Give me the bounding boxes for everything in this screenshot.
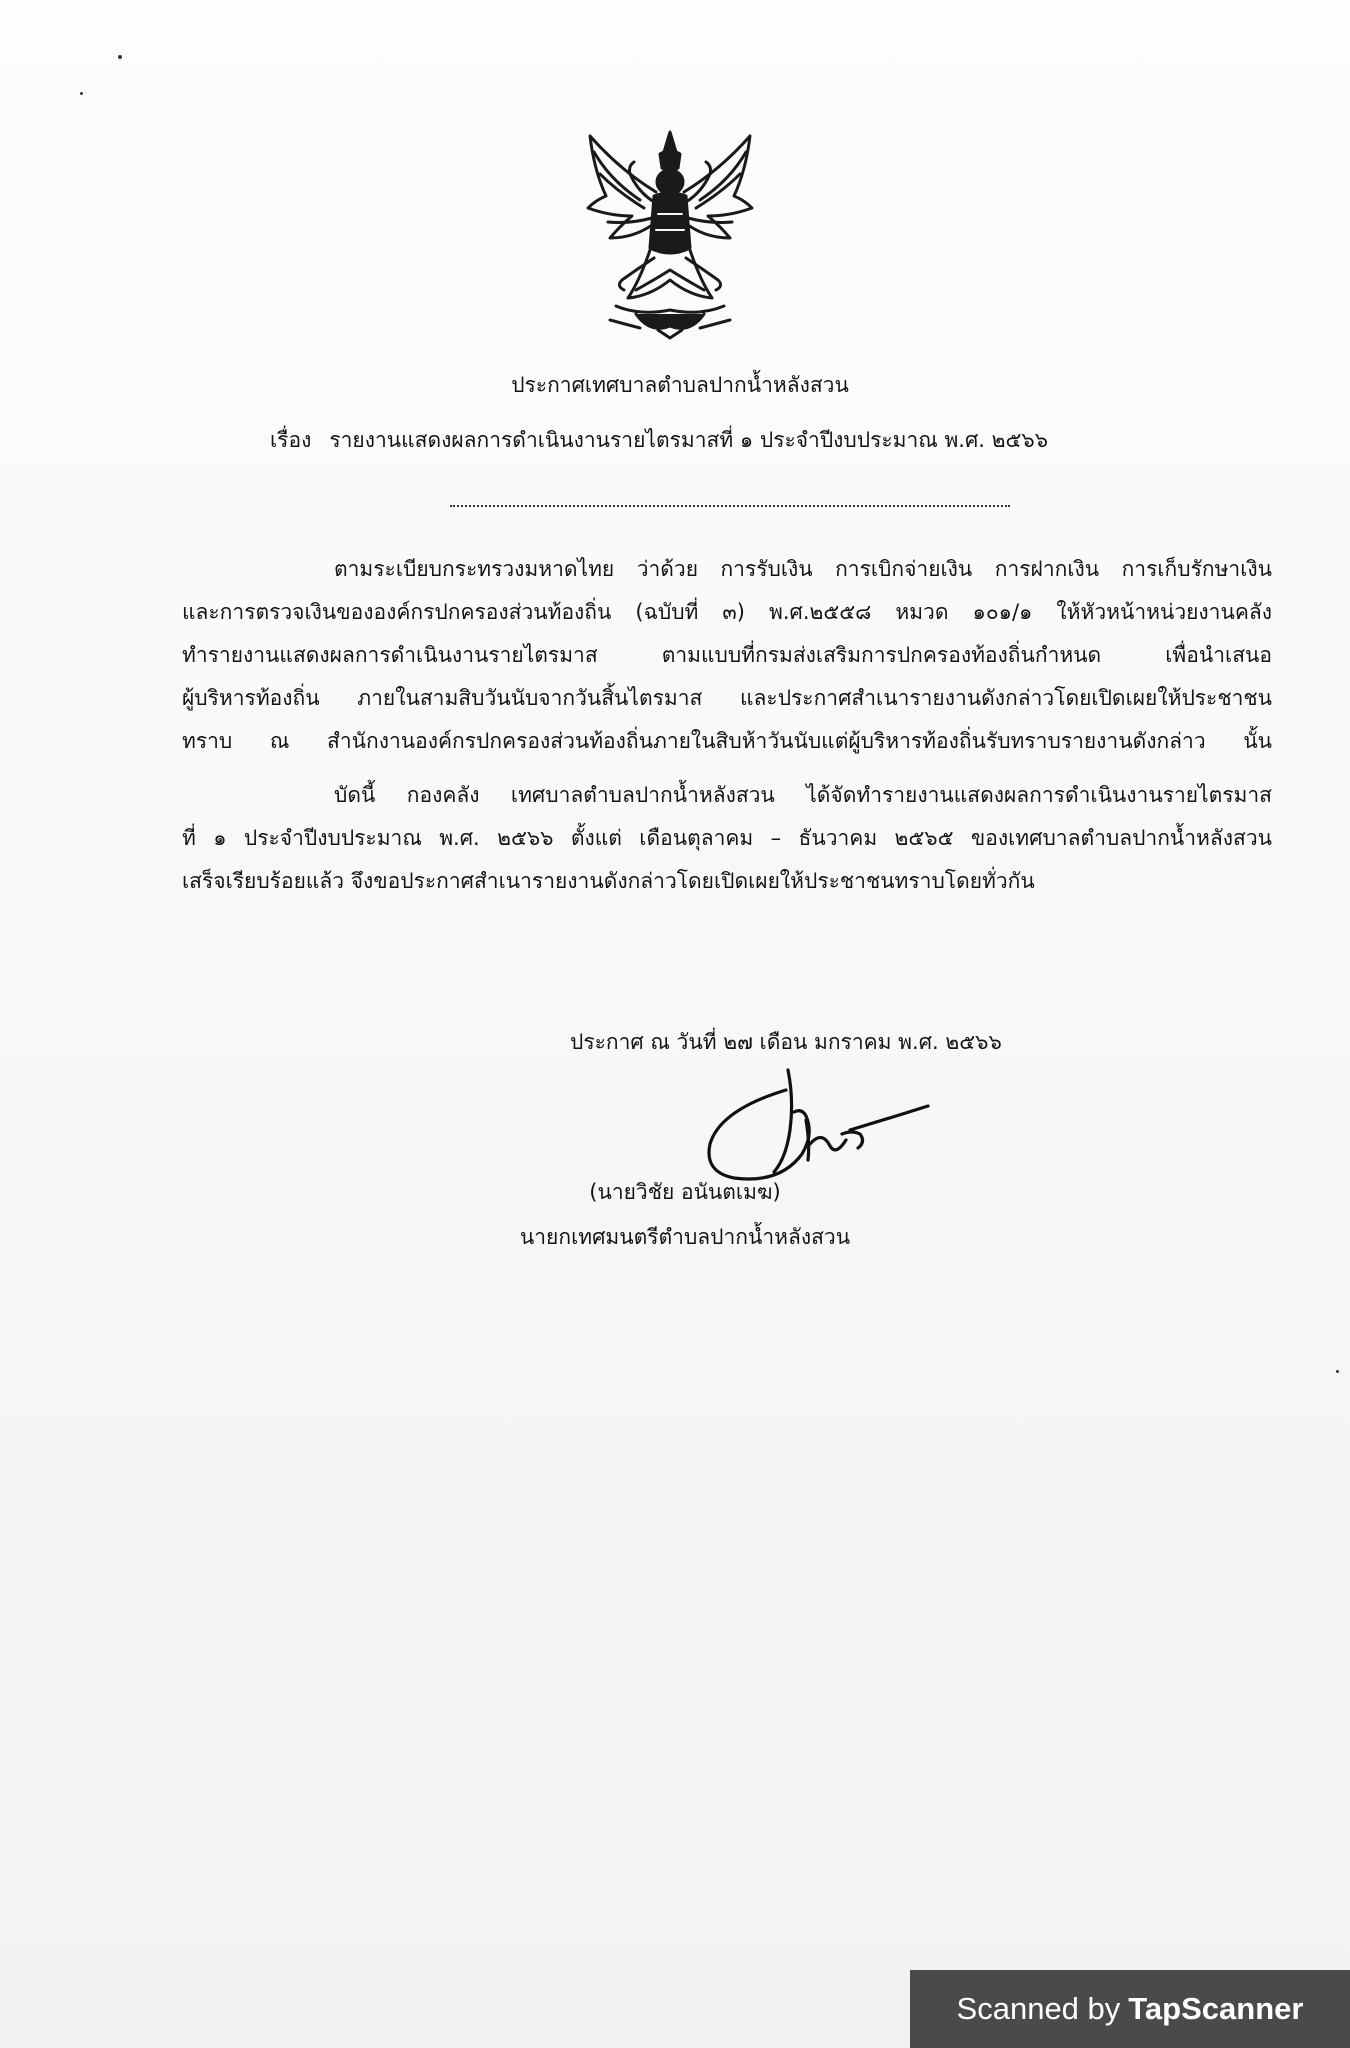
paragraph-line: ทำรายงานแสดงผลการดำเนินงานรายไตรมาส ตามแบบที่กรมส่งเสริมการปกครองท้องถิ่นกำหนด เพื่อนำเสนอ xyxy=(182,643,1272,667)
announcement-subject xyxy=(270,428,1048,453)
dotted-divider xyxy=(450,505,1010,507)
tapscanner-watermark xyxy=(910,1970,1350,2048)
body-paragraph-1 xyxy=(182,553,1272,768)
paragraph-line: บัดนี้ กองคลัง เทศบาลตำบลปากน้ำหลังสวน ได้จัดทำรายงานแสดงผลการดำเนินงานรายไตรมาส xyxy=(334,783,1272,807)
paragraph-line: ที่ ๑ ประจำปีงบประมาณ พ.ศ. ๒๕๖๖ ตั้งแต่ เดือนตุลาคม – ธันวาคม ๒๕๖๕ ของเทศบาลตำบลปากน้ำหลังสวน xyxy=(182,826,1272,850)
signer-title: นายกเทศมนตรีตำบลปากน้ำหลังสวน xyxy=(519,1225,851,1249)
subject-label: เรื่อง xyxy=(270,428,312,452)
body-paragraph-2 xyxy=(182,779,1272,908)
paragraph-line: ทราบ ณ สำนักงานองค์กรปกครองส่วนท้องถิ่นภายในสิบห้าวันนับแต่ผู้บริหารท้องถิ่นรับทราบรายงานดังกล่าว นั้น xyxy=(182,729,1272,753)
signer-name: (นายวิชัย อนันตเมฆ) xyxy=(589,1180,781,1204)
subject-text: รายงานแสดงผลการดำเนินงานรายไตรมาสที่ ๑ ประจำปีงบประมาณ พ.ศ. ๒๕๖๖ xyxy=(329,428,1049,452)
scan-speck xyxy=(118,55,122,59)
scan-speck xyxy=(80,92,83,95)
paragraph-line: เสร็จเรียบร้อยแล้ว จึงขอประกาศสำเนารายงานดังกล่าวโดยเปิดเผยให้ประชาชนทราบโดยทั่วกัน xyxy=(182,869,1035,893)
scan-speck xyxy=(1336,1370,1339,1373)
paragraph-line: ตามระเบียบกระทรวงมหาดไทย ว่าด้วย การรับเงิน การเบิกจ่ายเงิน การฝากเงิน การเก็บรักษาเงิน xyxy=(334,557,1272,581)
announcement-date: ประกาศ ณ วันที่ ๒๗ เดือน มกราคม พ.ศ. ๒๕๖๖ xyxy=(570,1030,1002,1054)
watermark-brand: TapScanner xyxy=(1128,1991,1304,2026)
paragraph-line: ผู้บริหารท้องถิ่น ภายในสามสิบวันนับจากวันสิ้นไตรมาส และประกาศสำเนารายงานดังกล่าวโดยเปิดเผยให้ประชาชน xyxy=(182,686,1272,710)
garuda-emblem-icon xyxy=(580,130,760,340)
announcement-title: ประกาศเทศบาลตำบลปากน้ำหลังสวน xyxy=(511,373,849,397)
signature-icon xyxy=(690,1060,940,1190)
watermark-prefix: Scanned by xyxy=(956,1991,1121,2026)
paragraph-line: และการตรวจเงินขององค์กรปกครองส่วนท้องถิ่น (ฉบับที่ ๓) พ.ศ.๒๕๕๘ หมวด ๑๐๑/๑ ให้หัวหน้าหน่วยงานคลัง xyxy=(182,600,1272,624)
